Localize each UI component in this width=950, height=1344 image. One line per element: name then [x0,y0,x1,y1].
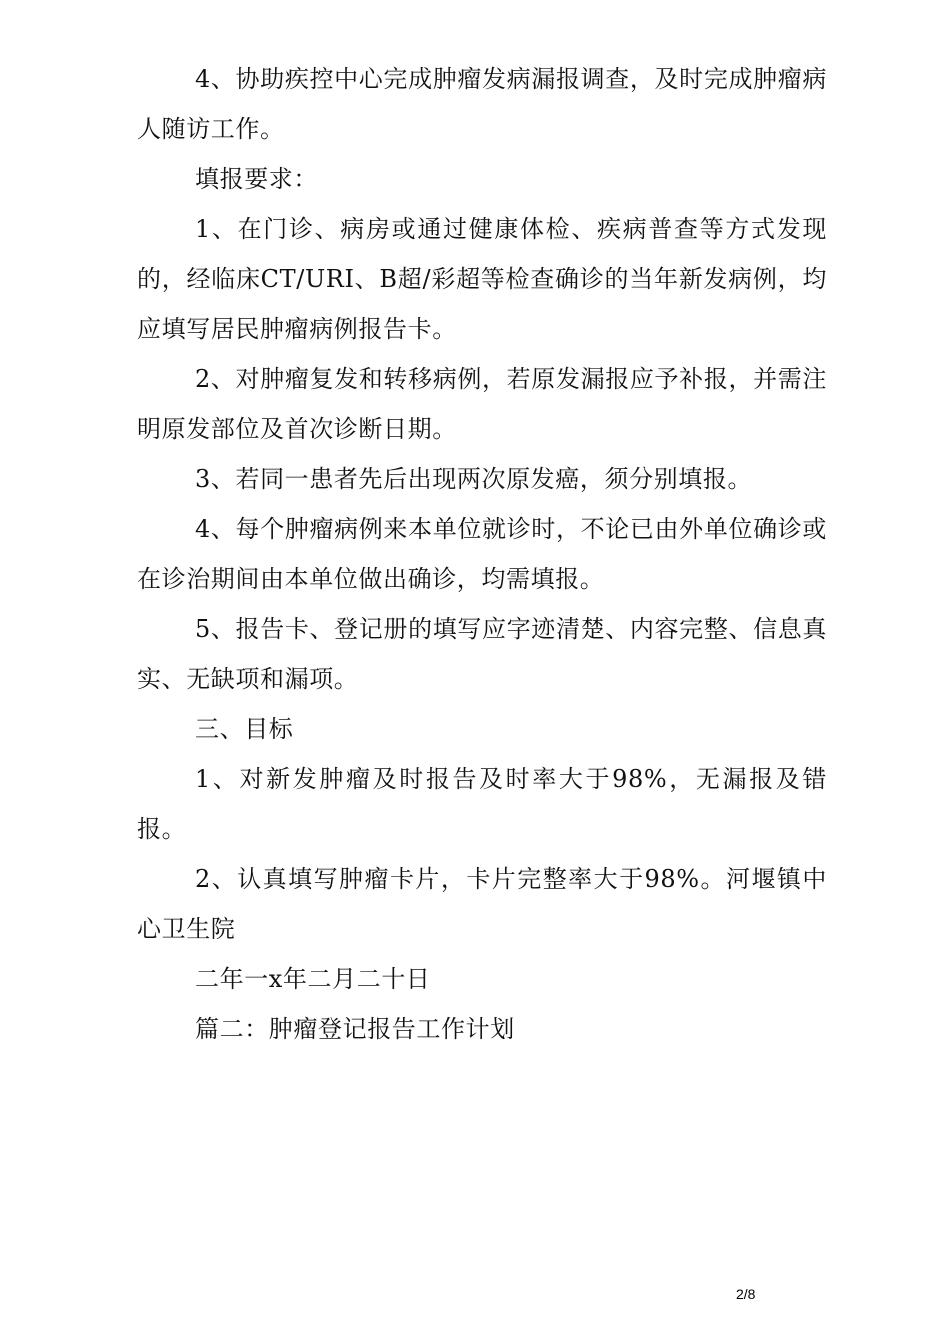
paragraph-requirement-3: 3、若同一患者先后出现两次原发癌，须分别填报。 [195,465,753,493]
paragraph-goal-1: 1、对新发肿瘤及时报告及时率大于98%，无漏报及错报。 [137,765,827,843]
paragraph-requirement-5: 5、报告卡、登记册的填写应字迹清楚、内容完整、信息真实、无缺项和漏项。 [137,615,827,693]
paragraph-requirement-1: 1、在门诊、病房或通过健康体检、疾病普查等方式发现的，经临床CT/URI、B超/彩超等检查确诊的当年新发病例，均应填写居民肿瘤病例报告卡。 [137,215,827,343]
document-date: 二年一x年二月二十日 [195,965,431,993]
section-heading-goals: 三、目标 [195,715,294,743]
paragraph-requirement-4: 4、每个肿瘤病例来本单位就诊时，不论已由外单位确诊或在诊治期间由本单位做出确诊，均需填报。 [137,515,827,593]
paragraph-goal-2: 2、认真填写肿瘤卡片，卡片完整率大于98%。河堰镇中心卫生院 [137,865,827,943]
document-body [137,54,827,1054]
paragraph-requirement-2: 2、对肿瘤复发和转移病例，若原发漏报应予补报，并需注明原发部位及首次诊断日期。 [137,365,827,443]
next-article-title: 篇二：肿瘤登记报告工作计划 [195,1015,515,1043]
paragraph-item-4: 4、协助疾控中心完成肿瘤发病漏报调查，及时完成肿瘤病人随访工作。 [137,65,827,143]
paragraph-filing-requirements-heading: 填报要求： [195,165,318,193]
page-number: 2/8 [736,1286,756,1302]
